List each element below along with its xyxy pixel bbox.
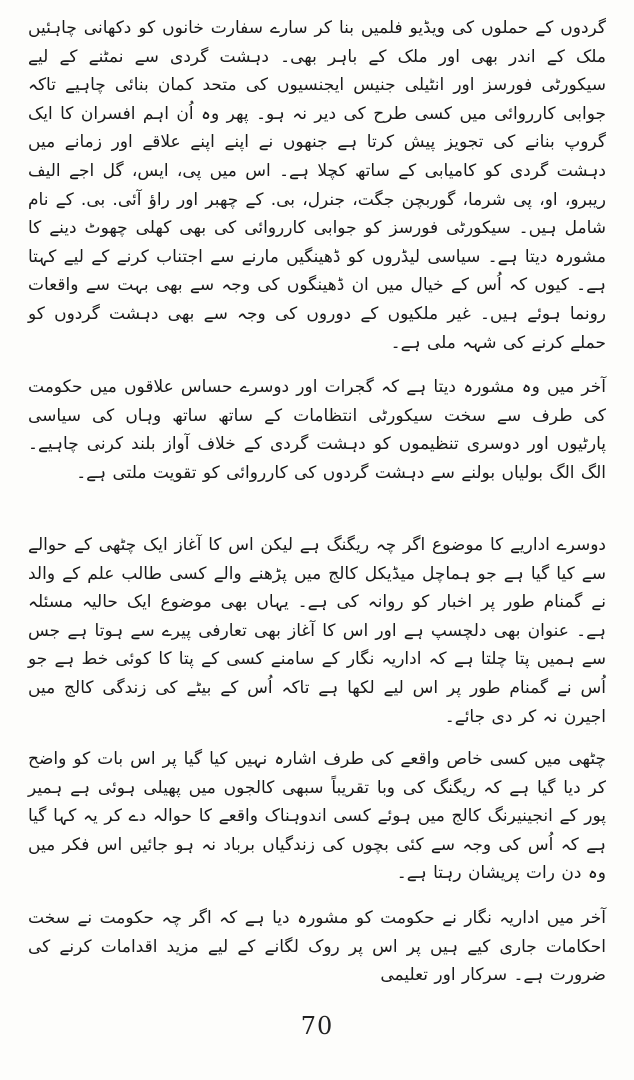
paragraph-text: آخر میں وہ مشورہ دیتا ہے کہ گجرات اور دوسرے حساس علاقوں میں حکومت کی طرف سے سخت سیکورٹی انتظامات کے ساتھ ساتھ وہاں کی سیاسی پارٹیوں اور دوسری تنظیموں کو دہشت گردی کے خلاف آواز بلند کرنی چاہیے۔ الگ الگ بولیاں بولنے سے دہشت گردوں کی کارروائی کو تقویت ملتی ہے۔ (28, 377, 606, 483)
paragraph-3 (28, 531, 606, 731)
paragraph-text: آخر میں اداریہ نگار نے حکومت کو مشورہ دیا ہے کہ اگر چہ حکومت نے سخت احکامات جاری کیے ہیں پر اس پر روک لگانے کے لیے مزید اقدامات کرنے کی ضرورت ہے۔ سرکار اور تعلیمی (28, 908, 606, 986)
paragraph-2 (28, 373, 606, 487)
paragraph-text: گردوں کے حملوں کی ویڈیو فلمیں بنا کر سارے سفارت خانوں کو دکھانی چاہئیں ملک کے اندر بھی اور ملک کے باہر بھی۔ دہشت گردی سے نمٹنے کے لیے سیکورٹی فورسز اور انٹیلی جنیس ایجنسیوں کی متحد کمان بنائی چاہیے تاکہ جوابی کارروائی میں کسی طرح کی دیر نہ ہو۔ پھر وہ اُن اہم افسران کا ایک گروپ بنانے کی تجویز پیش کرتا ہے جنھوں نے اپنے اپنے علاقے اور زمانے میں دہشت گردی کو کامیابی کے ساتھ کچلا ہے۔ اس میں پی، ایس، گل اجے الیف ریبرو، او، پی شرما، گوربچن جگت، جنرل، بی. کے چھبر اور راؤ آئی. بی. کے نام شامل ہیں۔ سیکورٹی فورسز کو جوابی کارروائی کی بھی کھلی چھوٹ دینے کا مشورہ دیتا ہے۔ سیاسی لیڈروں کو ڈھینگیں مارنے سے اجتناب کرنے کے لیے کہتا ہے۔ کیوں کہ اُس کے خیال میں ان ڈھینگوں کی وجہ سے بھی بہت سے واقعات رونما ہوئے ہیں۔ غیر ملکیوں کے دوروں کی وجہ سے بھی دہشت گردوں کو حملے کرنے کی شہہ ملی ہے۔ (28, 18, 606, 353)
paragraph-text: دوسرے اداریے کا موضوع اگر چہ ریگنگ ہے لیکن اس کا آغاز ایک چٹھی کے حوالے سے کیا گیا ہے جو ہماچل میڈیکل کالج میں پڑھنے والے کسی طالب علم کے والد نے گمنام طور پر اخبار کو روانہ کی ہے۔ یہاں بھی موضوع ایک حالیہ مسئلہ ہے۔ عنوان بھی دلچسپ ہے اور اس کا آغاز بھی تعارفی پیرے سے ہوتا ہے جس سے ہمیں پتا چلتا ہے کہ اداریہ نگار کے سامنے کسی کے پتا کا کوئی خط ہے جو اُس نے گمنام طور پر اس لیے لکھا ہے تاکہ اُس کے بیٹے کی زندگی کالج میں اجیرن نہ کر دی جائے۔ (28, 535, 606, 727)
paragraph-text: چٹھی میں کسی خاص واقعے کی طرف اشارہ نہیں کیا گیا پر اس بات کو واضح کر دیا گیا ہے کہ ریگنگ کی وبا تقریباً سبھی کالجوں میں پھیلی ہوئی ہے ہمیر پور کے انجینیرنگ کالج میں ہوئے کسی اندوہناک واقعے کا حوالہ دے کر یہ کہا گیا ہے کہ اُس کی وجہ سے کئی بچوں کی زندگیاں برباد نہ ہو جائیں اس فکر میں وہ دن رات پریشان رہتا ہے۔ (28, 749, 606, 884)
page-number: 70 (300, 1012, 334, 1040)
paragraph-4 (28, 745, 606, 888)
paragraph-1 (28, 14, 606, 357)
paragraph-5 (28, 904, 606, 990)
